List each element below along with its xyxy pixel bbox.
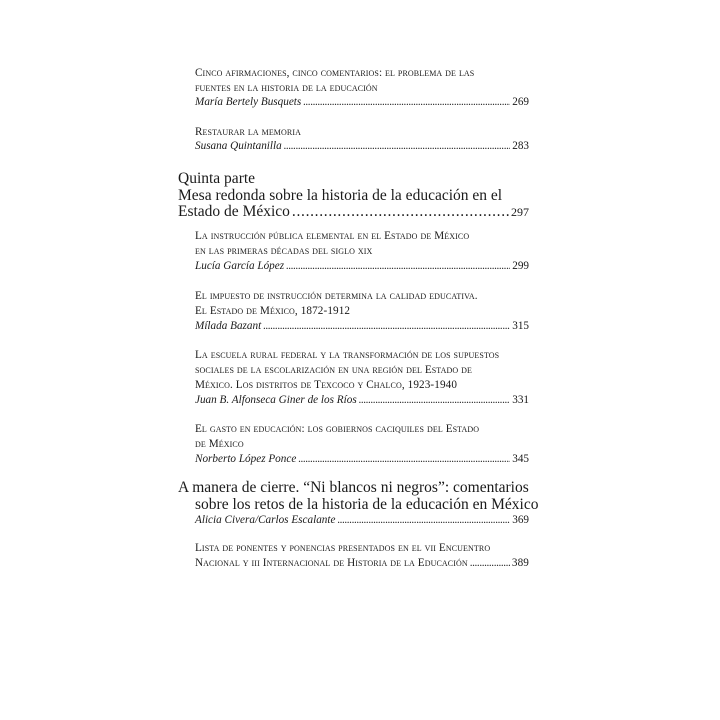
entry-author-row [195,453,529,465]
entry-title-line: Restaurar la memoria [195,126,301,138]
closing-title-line: A manera de cierre. “Ni blancos ni negros”: comentarios [178,479,529,496]
entry-title-line: El impuesto de instrucción determina la calidad educativa. [195,290,478,302]
closing-title-line: sobre los retos de la historia de la educación en México [195,496,539,513]
entry-title-line: de México [195,438,244,450]
leader-dots [303,96,510,108]
entry-page-number: 283 [512,140,529,152]
entry-page-number: 331 [512,394,529,406]
part-title-line: Mesa redonda sobre la historia de la educación en el [178,187,503,204]
entry-title-line: fuentes en la historia de la educación [195,82,378,94]
entry-page-number: 315 [512,320,529,332]
entry-author: Susana Quintanilla [195,140,282,152]
entry-title-line: La escuela rural federal y la transformación de los supuestos [195,349,500,361]
part-title-row [178,203,529,221]
entry-page-number: 369 [512,514,529,526]
entry-author-row [195,140,529,152]
entry-title-line: La instrucción pública elemental en el Estado de México [195,230,470,242]
part-title-line: Estado de México [178,203,290,220]
entry-title-line: El Estado de México, 1872-1912 [195,305,351,317]
leader-dots [470,557,510,569]
part-page-number: 297 [511,205,529,219]
entry-author-row [195,394,529,406]
entry-page-number: 269 [512,96,529,108]
leader-dots [298,453,510,465]
entry-title-line: sociales de la escolarización en una región del Estado de [195,364,473,376]
appendix-title-line: Nacional y iii Internacional de Historia de la Educación [195,557,468,569]
entry-page-number: 389 [511,557,529,569]
entry-page-number: 345 [512,453,529,465]
entry-author: María Bertely Busquets [195,96,302,108]
entry-page-number: 299 [512,260,529,272]
entry-author: Norberto López Ponce [195,453,297,465]
entry-title-line: en las primeras décadas del siglo xix [195,245,373,257]
leader-dots [263,320,510,332]
appendix-title-line: Lista de ponentes y ponencias presentados en el vii Encuentro [195,542,491,554]
entry-author-row [195,514,529,526]
leader-dots [337,514,510,526]
entry-author: Lucía García López [195,260,285,272]
entry-author: Mílada Bazant [195,320,262,332]
leader-dots [359,394,511,406]
entry-title-line: México. Los distritos de Texcoco y Chalco, 1923-1940 [195,379,458,391]
leader-dots [286,260,510,272]
appendix-title-row [195,557,529,569]
entry-title-line: El gasto en educación: los gobiernos caciquiles del Estado [195,423,480,435]
leader-dots [292,203,509,221]
part-label: Quinta parte [178,170,256,187]
leader-dots [284,140,511,152]
entry-title-line: Cinco afirmaciones, cinco comentarios: el problema de las [195,67,475,79]
entry-author-row [195,320,529,332]
entry-author: Juan B. Alfonseca Giner de los Ríos [195,394,357,406]
entry-author-row [195,260,529,272]
entry-author: Alicia Civera/Carlos Escalante [195,514,336,526]
entry-author-row [195,96,529,108]
